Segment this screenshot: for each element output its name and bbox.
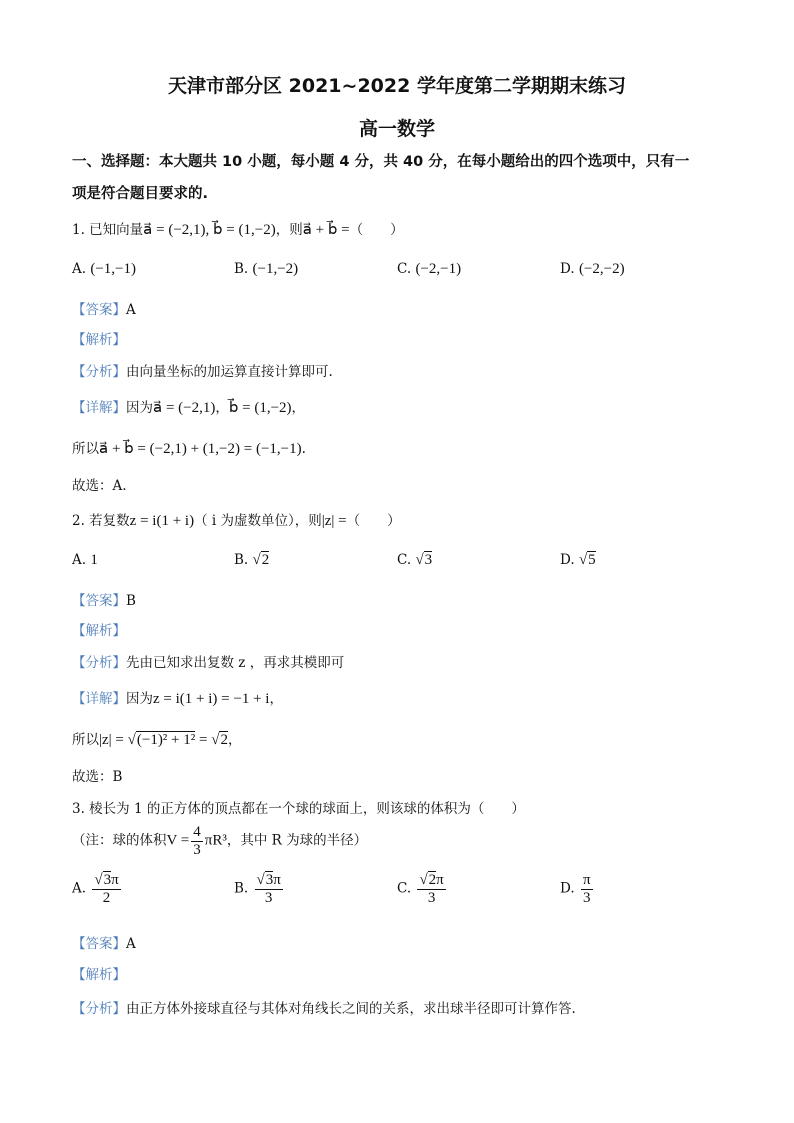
q1-option-b-label: B. xyxy=(234,261,249,277)
q3-analysis-tag: 【解析】 xyxy=(72,967,126,983)
q3-fenxi-text: 由正方体外接球直径与其体对角线长之间的关系，求出球半径即可计算作答. xyxy=(126,1001,576,1017)
q3-note-frac-num: 4 xyxy=(193,824,201,840)
answer-tag: 【答案】 xyxy=(72,936,126,952)
q2-stem-mid: （ i 为虚数单位），则 xyxy=(194,513,322,529)
q1-option-a xyxy=(72,261,136,278)
q2-detail-end: ， xyxy=(269,691,283,707)
fenxi-tag: 【分析】 xyxy=(72,1001,126,1017)
q3-option-a: A. $\frac{√3\pi}{2}$ xyxy=(72,872,119,906)
q2-fenxi xyxy=(72,651,344,671)
q3-note-math-v: V = xyxy=(166,832,190,849)
q1-fenxi xyxy=(72,360,333,380)
fenxi-tag: 【分析】 xyxy=(72,655,126,671)
q2-detail-prefix: 因为 xyxy=(126,691,153,707)
q3-note-suffix: ，其中 R 为球的半径） xyxy=(226,832,368,849)
q2-option-b-label: B. xyxy=(234,552,249,568)
q3-option-c: C. $\frac{√2\pi}{3}$ xyxy=(397,872,444,906)
q1-detail-sep: ， xyxy=(215,400,229,416)
q3-option-a-rad: 3 xyxy=(103,872,112,888)
q3-fenxi xyxy=(72,997,576,1017)
q3-option-b-den: 3 xyxy=(264,889,273,906)
q2-so-tail: = xyxy=(195,732,212,748)
q2-analysis-tag: 【解析】 xyxy=(72,623,126,639)
q2-so-radicand: (−1)² + 1² xyxy=(136,732,196,748)
q1-detail-math2: b⃗ = (1,−2) xyxy=(228,400,292,416)
q2-so-math: |z| = xyxy=(99,732,128,748)
q2-option-b: B. √2 xyxy=(234,552,270,568)
q2-option-b-value: 2 xyxy=(261,552,270,568)
q3-option-c-label: C. xyxy=(397,880,412,897)
q2-option-d-value: 5 xyxy=(588,552,596,568)
q1-so-prefix: 所以 xyxy=(72,441,99,457)
q1-stem-math: a⃗ = (−2,1), b⃗ = (1,−2) xyxy=(143,222,276,238)
q1-detail-prefix: 因为 xyxy=(126,400,153,416)
q2-option-d-label: D. xyxy=(560,552,575,568)
q1-option-c xyxy=(397,261,461,278)
q2-fenxi-text: 先由已知求出复数 z ，再求其模即可 xyxy=(126,655,345,671)
q3-option-a-den: 2 xyxy=(102,889,111,906)
q3-note-math-tail: πR³ xyxy=(204,832,227,849)
q2-stem-paren: （ ） xyxy=(346,513,401,529)
q3-option-d-num: π xyxy=(582,872,591,888)
q3-option-c-pi: π xyxy=(436,872,444,888)
q2-option-c: C. √3 xyxy=(397,552,433,568)
q1-option-b-value: (−1,−2) xyxy=(252,261,299,277)
fenxi-tag: 【分析】 xyxy=(72,364,126,380)
q1-so xyxy=(72,437,306,458)
document-subtitle: 高一数学 xyxy=(358,118,435,140)
q3-note-frac-den: 3 xyxy=(193,841,201,858)
detail-tag: 【详解】 xyxy=(72,691,126,707)
q3-option-b: B. $\frac{√3\pi}{3}$ xyxy=(234,872,281,906)
q2-option-d: D. √5 xyxy=(560,552,596,568)
q1-stem-math2: a⃗ + b⃗ = xyxy=(302,222,350,238)
q2-answer-value: B xyxy=(126,593,136,609)
q3-option-a-label: A. xyxy=(72,880,87,897)
q2-stem-prefix: 2. 若复数 xyxy=(72,513,130,529)
q2-stem-math: z = i(1 + i) xyxy=(129,513,195,529)
q3-answer xyxy=(72,932,136,952)
q3-option-d xyxy=(560,872,595,906)
q1-option-b xyxy=(234,261,298,278)
q1-choose: 故选：A. xyxy=(72,478,127,494)
q1-so-math: a⃗ + b⃗ = (−2,1) + (1,−2) = (−1,−1) xyxy=(99,441,302,457)
q1-fenxi-text: 由向量坐标的加运算直接计算即可. xyxy=(126,364,333,380)
q3-option-b-pi: π xyxy=(273,872,281,888)
q2-so-radicand2: 2 xyxy=(220,732,228,748)
q3-option-c-den: 3 xyxy=(427,889,436,906)
detail-tag: 【详解】 xyxy=(72,400,126,416)
section-heading-line1: 一、选择题：本大题共 10 小题，每小题 4 分，共 40 分，在每小题给出的四个选项中，只有一 xyxy=(72,154,690,170)
q3-note xyxy=(72,824,367,858)
q2-so-end: ， xyxy=(227,732,242,748)
q3-answer-value: A xyxy=(126,936,136,952)
q3-option-d-label: D. xyxy=(560,880,575,897)
q1-stem-prefix: 1. 已知向量 xyxy=(72,222,144,238)
q1-so-end: . xyxy=(301,441,306,457)
q1-detail-end: ， xyxy=(291,400,306,416)
q2-option-a-label: A. xyxy=(72,552,87,568)
q1-option-d xyxy=(560,261,625,278)
q2-detail-math: z = i(1 + i) = −1 + i xyxy=(153,691,270,707)
document-title: 天津市部分区 2021~2022 学年度第二学期期末练习 xyxy=(168,75,626,97)
q2-option-a xyxy=(72,552,98,569)
q2-stem xyxy=(72,509,401,530)
q1-detail xyxy=(72,396,305,417)
q2-so-prefix: 所以 xyxy=(72,732,99,748)
q3-stem: 3. 棱长为 1 的正方体的顶点都在一个球的球面上，则该球的体积为（ ） xyxy=(72,801,525,817)
q1-option-d-value: (−2,−2) xyxy=(578,261,625,277)
answer-tag: 【答案】 xyxy=(72,593,126,609)
q1-stem xyxy=(72,218,404,239)
q2-option-c-label: C. xyxy=(397,552,412,568)
q2-stem-math2: |z| = xyxy=(321,513,347,529)
q3-note-prefix: （注：球的体积 xyxy=(72,832,167,849)
q1-option-a-value: (−1,−1) xyxy=(90,261,137,277)
q3-option-c-rad: 2 xyxy=(428,872,437,888)
q1-answer-value: A xyxy=(126,302,136,318)
q1-option-c-value: (−2,−1) xyxy=(415,261,462,277)
q1-option-a-label: A. xyxy=(72,261,87,277)
q2-option-c-value: 3 xyxy=(424,552,433,568)
section-heading-line2: 项是符合题目要求的. xyxy=(72,186,209,202)
q1-stem-mid: ，则 xyxy=(275,222,303,238)
q3-option-d-den: 3 xyxy=(582,889,591,906)
q3-option-b-label: B. xyxy=(234,880,249,897)
q1-detail-math: a⃗ = (−2,1) xyxy=(153,400,216,416)
q1-stem-paren: （ ） xyxy=(349,222,404,238)
q2-choose: 故选：B xyxy=(72,769,123,785)
q1-option-d-label: D. xyxy=(560,261,575,277)
q2-so: 所以|z| = √(−1)² + 1² = √2， xyxy=(72,732,242,748)
q2-detail xyxy=(72,687,283,708)
q3-option-a-pi: π xyxy=(111,872,119,888)
q1-analysis-tag: 【解析】 xyxy=(72,332,126,348)
answer-tag: 【答案】 xyxy=(72,302,126,318)
q2-option-a-value: 1 xyxy=(90,552,98,568)
q1-answer xyxy=(72,298,136,318)
q2-answer xyxy=(72,589,136,609)
q1-option-c-label: C. xyxy=(397,261,412,277)
q3-option-b-rad: 3 xyxy=(265,872,274,888)
